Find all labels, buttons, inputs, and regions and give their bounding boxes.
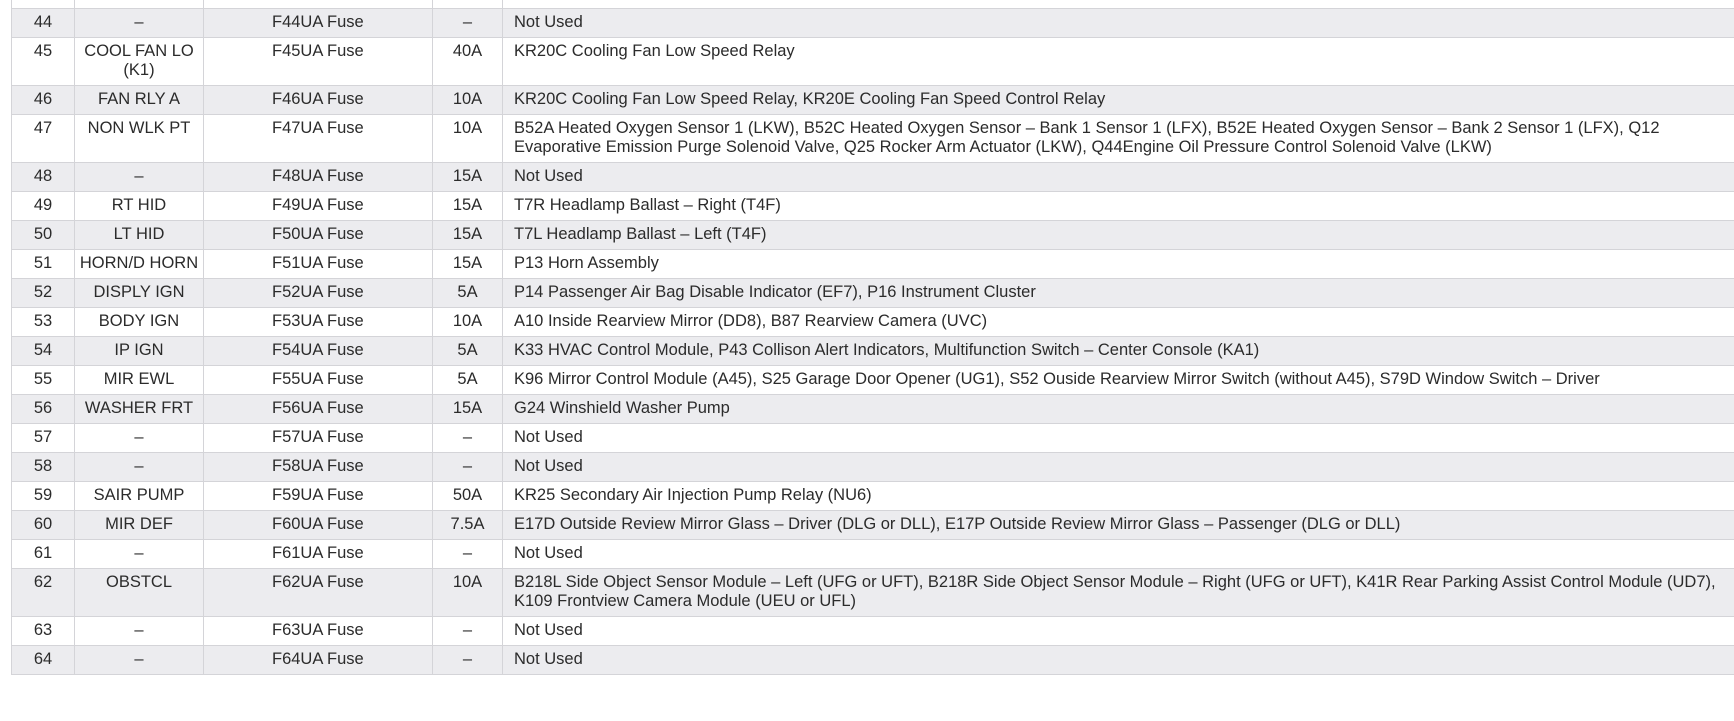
table-cell-empty <box>12 0 75 9</box>
fuse-number-cell: 57 <box>12 424 75 453</box>
fuse-description-cell: E17D Outside Review Mirror Glass – Driver (DLG or DLL), E17P Outside Review Mirror Glass – Passenger (DLG or DLL) <box>503 511 1734 540</box>
fuse-name-cell: F51UA Fuse <box>204 250 433 279</box>
fuse-label-cell: COOL FAN LO (K1) <box>75 38 204 86</box>
fuse-label-cell: HORN/D HORN <box>75 250 204 279</box>
table-row-partial <box>12 0 1734 9</box>
fuse-label-cell: WASHER FRT <box>75 395 204 424</box>
fuse-label-cell: – <box>75 646 204 675</box>
fuse-description-cell: K96 Mirror Control Module (A45), S25 Garage Door Opener (UG1), S52 Ouside Rearview Mirror Switch (without A45), S79D Window Switch – Driver <box>503 366 1734 395</box>
fuse-number-cell: 46 <box>12 86 75 115</box>
fuse-number-cell: 58 <box>12 453 75 482</box>
fuse-number-cell: 47 <box>12 115 75 163</box>
fuse-label-cell: LT HID <box>75 221 204 250</box>
fuse-label-cell: – <box>75 9 204 38</box>
fuse-name-cell: F44UA Fuse <box>204 9 433 38</box>
table-row <box>12 395 1734 424</box>
fuse-name-cell: F57UA Fuse <box>204 424 433 453</box>
table-row <box>12 38 1734 86</box>
table-row <box>12 540 1734 569</box>
fuse-amperage-cell: 15A <box>433 221 503 250</box>
fuse-label-cell: MIR DEF <box>75 511 204 540</box>
fuse-label-cell: – <box>75 163 204 192</box>
table-row <box>12 337 1734 366</box>
fuse-amperage-cell: 15A <box>433 250 503 279</box>
fuse-description-cell: Not Used <box>503 646 1734 675</box>
fuse-label-cell: NON WLK PT <box>75 115 204 163</box>
fuse-number-cell: 62 <box>12 569 75 617</box>
fuse-number-cell: 48 <box>12 163 75 192</box>
fuse-amperage-cell: 40A <box>433 38 503 86</box>
table-row <box>12 250 1734 279</box>
fuse-label-cell: BODY IGN <box>75 308 204 337</box>
fuse-label-cell: – <box>75 617 204 646</box>
table-row <box>12 86 1734 115</box>
fuse-number-cell: 56 <box>12 395 75 424</box>
fuse-description-cell: K33 HVAC Control Module, P43 Collison Alert Indicators, Multifunction Switch – Center Console (KA1) <box>503 337 1734 366</box>
fuse-amperage-cell: – <box>433 540 503 569</box>
fuse-label-cell: FAN RLY A <box>75 86 204 115</box>
fuse-label-cell: OBSTCL <box>75 569 204 617</box>
fuse-number-cell: 64 <box>12 646 75 675</box>
fuse-name-cell: F61UA Fuse <box>204 540 433 569</box>
fuse-description-cell: A10 Inside Rearview Mirror (DD8), B87 Rearview Camera (UVC) <box>503 308 1734 337</box>
fuse-amperage-cell: – <box>433 617 503 646</box>
fuse-table-container <box>11 0 1734 675</box>
fuse-description-cell: Not Used <box>503 9 1734 38</box>
fuse-description-cell: Not Used <box>503 453 1734 482</box>
fuse-description-cell: Not Used <box>503 540 1734 569</box>
fuse-amperage-cell: 15A <box>433 163 503 192</box>
table-row <box>12 115 1734 163</box>
fuse-amperage-cell: 7.5A <box>433 511 503 540</box>
fuse-name-cell: F58UA Fuse <box>204 453 433 482</box>
table-row <box>12 511 1734 540</box>
fuse-description-cell: P14 Passenger Air Bag Disable Indicator (EF7), P16 Instrument Cluster <box>503 279 1734 308</box>
fuse-number-cell: 59 <box>12 482 75 511</box>
table-row <box>12 221 1734 250</box>
fuse-amperage-cell: 10A <box>433 569 503 617</box>
fuse-name-cell: F49UA Fuse <box>204 192 433 221</box>
table-row <box>12 279 1734 308</box>
table-row <box>12 192 1734 221</box>
fuse-name-cell: F54UA Fuse <box>204 337 433 366</box>
fuse-description-cell: Not Used <box>503 163 1734 192</box>
fuse-description-cell: KR25 Secondary Air Injection Pump Relay (NU6) <box>503 482 1734 511</box>
fuse-amperage-cell: 15A <box>433 192 503 221</box>
fuse-name-cell: F55UA Fuse <box>204 366 433 395</box>
fuse-table <box>11 0 1734 675</box>
table-row <box>12 366 1734 395</box>
fuse-label-cell: – <box>75 424 204 453</box>
table-row <box>12 308 1734 337</box>
fuse-description-cell: B52A Heated Oxygen Sensor 1 (LKW), B52C Heated Oxygen Sensor – Bank 1 Sensor 1 (LFX), B52E Heated Oxygen Sensor – Bank 2 Sensor 1 (LFX), Q12 Evaporative Emission Purge Solenoid Valve, Q25 Rocker Arm Actuator (LKW), Q44Engine Oil Pressure Control Solenoid Valve (LKW) <box>503 115 1734 163</box>
fuse-number-cell: 54 <box>12 337 75 366</box>
fuse-amperage-cell: 15A <box>433 395 503 424</box>
fuse-amperage-cell: – <box>433 9 503 38</box>
table-cell-empty <box>503 0 1734 9</box>
table-cell-empty <box>433 0 503 9</box>
fuse-description-cell: Not Used <box>503 617 1734 646</box>
fuse-number-cell: 44 <box>12 9 75 38</box>
fuse-label-cell: SAIR PUMP <box>75 482 204 511</box>
fuse-number-cell: 52 <box>12 279 75 308</box>
fuse-name-cell: F56UA Fuse <box>204 395 433 424</box>
table-cell-empty <box>75 0 204 9</box>
fuse-amperage-cell: 5A <box>433 366 503 395</box>
fuse-number-cell: 50 <box>12 221 75 250</box>
fuse-amperage-cell: 10A <box>433 86 503 115</box>
fuse-description-cell: T7L Headlamp Ballast – Left (T4F) <box>503 221 1734 250</box>
table-row <box>12 569 1734 617</box>
fuse-amperage-cell: 10A <box>433 308 503 337</box>
table-row <box>12 453 1734 482</box>
fuse-amperage-cell: – <box>433 453 503 482</box>
fuse-table-body <box>12 0 1734 675</box>
table-row <box>12 424 1734 453</box>
fuse-number-cell: 63 <box>12 617 75 646</box>
fuse-amperage-cell: 5A <box>433 337 503 366</box>
fuse-name-cell: F45UA Fuse <box>204 38 433 86</box>
fuse-name-cell: F53UA Fuse <box>204 308 433 337</box>
fuse-name-cell: F52UA Fuse <box>204 279 433 308</box>
table-row <box>12 163 1734 192</box>
table-row <box>12 482 1734 511</box>
fuse-description-cell: T7R Headlamp Ballast – Right (T4F) <box>503 192 1734 221</box>
table-row <box>12 617 1734 646</box>
fuse-label-cell: – <box>75 453 204 482</box>
fuse-label-cell: – <box>75 540 204 569</box>
fuse-description-cell: P13 Horn Assembly <box>503 250 1734 279</box>
fuse-number-cell: 55 <box>12 366 75 395</box>
fuse-name-cell: F63UA Fuse <box>204 617 433 646</box>
table-row <box>12 9 1734 38</box>
fuse-amperage-cell: 10A <box>433 115 503 163</box>
fuse-description-cell: Not Used <box>503 424 1734 453</box>
fuse-number-cell: 51 <box>12 250 75 279</box>
fuse-name-cell: F47UA Fuse <box>204 115 433 163</box>
table-row <box>12 646 1734 675</box>
fuse-name-cell: F60UA Fuse <box>204 511 433 540</box>
fuse-amperage-cell: – <box>433 646 503 675</box>
fuse-label-cell: DISPLY IGN <box>75 279 204 308</box>
fuse-amperage-cell: 5A <box>433 279 503 308</box>
fuse-number-cell: 60 <box>12 511 75 540</box>
fuse-name-cell: F48UA Fuse <box>204 163 433 192</box>
fuse-name-cell: F46UA Fuse <box>204 86 433 115</box>
fuse-description-cell: KR20C Cooling Fan Low Speed Relay <box>503 38 1734 86</box>
fuse-number-cell: 61 <box>12 540 75 569</box>
fuse-number-cell: 45 <box>12 38 75 86</box>
fuse-label-cell: IP IGN <box>75 337 204 366</box>
fuse-number-cell: 49 <box>12 192 75 221</box>
fuse-description-cell: G24 Winshield Washer Pump <box>503 395 1734 424</box>
fuse-name-cell: F50UA Fuse <box>204 221 433 250</box>
fuse-amperage-cell: – <box>433 424 503 453</box>
fuse-name-cell: F62UA Fuse <box>204 569 433 617</box>
fuse-label-cell: MIR EWL <box>75 366 204 395</box>
fuse-number-cell: 53 <box>12 308 75 337</box>
fuse-name-cell: F64UA Fuse <box>204 646 433 675</box>
fuse-label-cell: RT HID <box>75 192 204 221</box>
table-cell-empty <box>204 0 433 9</box>
fuse-amperage-cell: 50A <box>433 482 503 511</box>
fuse-name-cell: F59UA Fuse <box>204 482 433 511</box>
fuse-description-cell: B218L Side Object Sensor Module – Left (UFG or UFT), B218R Side Object Sensor Module – Right (UFG or UFT), K41R Rear Parking Assist Control Module (UD7), K109 Frontview Camera Module (UEU or UFL) <box>503 569 1734 617</box>
fuse-description-cell: KR20C Cooling Fan Low Speed Relay, KR20E Cooling Fan Speed Control Relay <box>503 86 1734 115</box>
